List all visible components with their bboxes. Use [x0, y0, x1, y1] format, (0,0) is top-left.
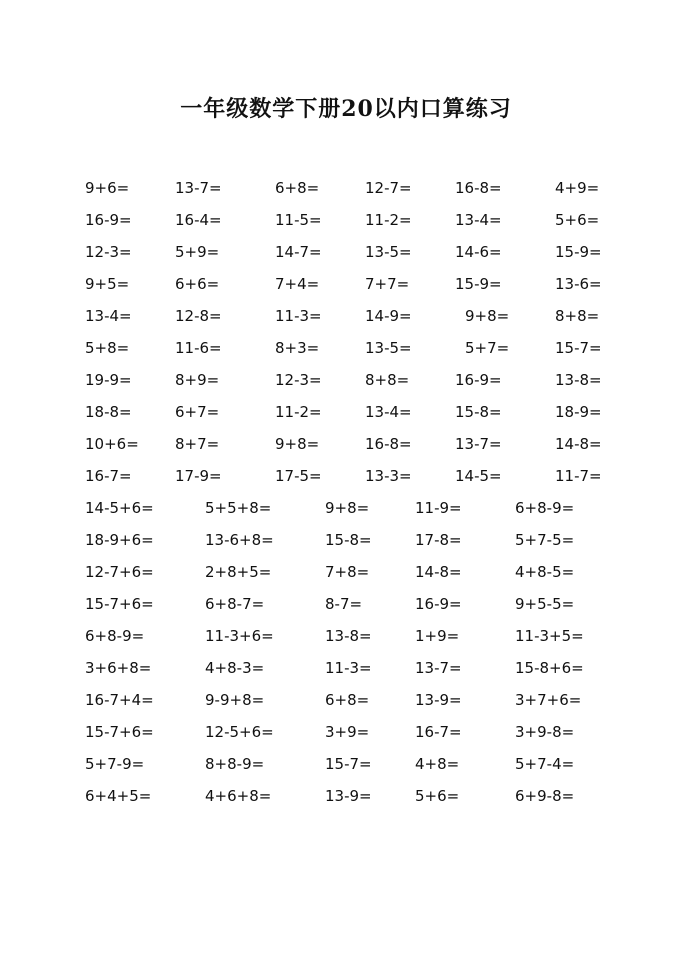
- problem-cell: 14-5=: [455, 467, 502, 485]
- problem-cell: 14-7=: [275, 243, 322, 261]
- problem-cell: 13-6=: [555, 275, 602, 293]
- problem-cell: 19-9=: [85, 371, 132, 389]
- problem-cell: 18-8=: [85, 403, 132, 421]
- problem-cell: 11-3+6=: [205, 627, 274, 645]
- problem-cell: 16-7=: [85, 467, 132, 485]
- problem-cell: 5+7-9=: [85, 755, 145, 773]
- problem-cell: 15-7=: [325, 755, 372, 773]
- problem-cell: 4+9=: [555, 179, 600, 197]
- problem-cell: 16-8=: [365, 435, 412, 453]
- problem-cell: 16-9=: [415, 595, 462, 613]
- problem-cell: 11-2=: [365, 211, 412, 229]
- problem-cell: 9-9+8=: [205, 691, 265, 709]
- problem-cell: 6+8-9=: [515, 499, 575, 517]
- problem-cell: 16-9=: [455, 371, 502, 389]
- problem-cell: 11-2=: [275, 403, 322, 421]
- problem-cell: 13-5=: [365, 243, 412, 261]
- problem-cell: 7+4=: [275, 275, 320, 293]
- problem-cell: 11-9=: [415, 499, 462, 517]
- problem-cell: 6+7=: [175, 403, 220, 421]
- problem-cell: 14-6=: [455, 243, 502, 261]
- problem-cell: 9+8=: [325, 499, 370, 517]
- problem-cell: 9+8=: [465, 307, 510, 325]
- problem-cell: 14-5+6=: [85, 499, 154, 517]
- problem-cell: 15-7+6=: [85, 723, 154, 741]
- problem-cell: 15-9=: [555, 243, 602, 261]
- problem-cell: 3+6+8=: [85, 659, 152, 677]
- problem-cell: 13-5=: [365, 339, 412, 357]
- problem-cell: 3+7+6=: [515, 691, 582, 709]
- problem-cell: 12-7+6=: [85, 563, 154, 581]
- problem-cell: 13-9=: [415, 691, 462, 709]
- problem-cell: 12-8=: [175, 307, 222, 325]
- problem-cell: 13-7=: [175, 179, 222, 197]
- problem-cell: 11-6=: [175, 339, 222, 357]
- problem-cell: 14-9=: [365, 307, 412, 325]
- problem-cell: 9+8=: [275, 435, 320, 453]
- problem-cell: 5+5+8=: [205, 499, 272, 517]
- problem-cell: 7+8=: [325, 563, 370, 581]
- problem-cell: 6+4+5=: [85, 787, 152, 805]
- problem-cell: 13-7=: [455, 435, 502, 453]
- problem-cell: 5+9=: [175, 243, 220, 261]
- problem-cell: 12-7=: [365, 179, 412, 197]
- problem-cell: 4+8-3=: [205, 659, 265, 677]
- problem-cell: 16-7=: [415, 723, 462, 741]
- problem-cell: 4+8-5=: [515, 563, 575, 581]
- problem-cell: 15-8=: [325, 531, 372, 549]
- problem-cell: 18-9+6=: [85, 531, 154, 549]
- problem-cell: 6+9-8=: [515, 787, 575, 805]
- problem-cell: 9+5=: [85, 275, 130, 293]
- problem-cell: 13-4=: [365, 403, 412, 421]
- problem-cell: 5+7=: [465, 339, 510, 357]
- arithmetic-grid-basic: [85, 176, 645, 496]
- problem-cell: 17-8=: [415, 531, 462, 549]
- problem-cell: 16-9=: [85, 211, 132, 229]
- problem-cell: 8+9=: [175, 371, 220, 389]
- problem-cell: 11-3+5=: [515, 627, 584, 645]
- problem-cell: 13-4=: [85, 307, 132, 325]
- problem-cell: 8+3=: [275, 339, 320, 357]
- problem-cell: 12-5+6=: [205, 723, 274, 741]
- problem-cell: 6+8-7=: [205, 595, 265, 613]
- problem-cell: 3+9=: [325, 723, 370, 741]
- problem-cell: 14-8=: [555, 435, 602, 453]
- problem-cell: 18-9=: [555, 403, 602, 421]
- arithmetic-grid-mixed: [85, 496, 645, 816]
- problem-cell: 13-9=: [325, 787, 372, 805]
- problem-cell: 13-8=: [325, 627, 372, 645]
- problem-cell: 4+8=: [415, 755, 460, 773]
- problem-cell: 10+6=: [85, 435, 139, 453]
- problem-cell: 1+9=: [415, 627, 460, 645]
- problem-cell: 6+8=: [325, 691, 370, 709]
- problem-cell: 5+7-4=: [515, 755, 575, 773]
- problem-cell: 11-3=: [275, 307, 322, 325]
- problem-cell: 13-4=: [455, 211, 502, 229]
- problem-cell: 4+6+8=: [205, 787, 272, 805]
- problem-cell: 8+8=: [365, 371, 410, 389]
- problem-cell: 16-7+4=: [85, 691, 154, 709]
- problem-cell: 5+6=: [555, 211, 600, 229]
- problem-cell: 12-3=: [85, 243, 132, 261]
- problem-cell: 8+7=: [175, 435, 220, 453]
- problem-cell: 15-8+6=: [515, 659, 584, 677]
- problem-cell: 12-3=: [275, 371, 322, 389]
- problem-cell: 15-8=: [455, 403, 502, 421]
- problem-cell: 16-4=: [175, 211, 222, 229]
- problem-cell: 15-7+6=: [85, 595, 154, 613]
- problem-cell: 8+8=: [555, 307, 600, 325]
- problem-cell: 15-7=: [555, 339, 602, 357]
- problem-cell: 14-8=: [415, 563, 462, 581]
- problem-cell: 9+5-5=: [515, 595, 575, 613]
- problem-cell: 6+6=: [175, 275, 220, 293]
- problem-cell: 9+6=: [85, 179, 130, 197]
- problem-cell: 8+8-9=: [205, 755, 265, 773]
- problem-cell: 6+8=: [275, 179, 320, 197]
- problem-cell: 5+6=: [415, 787, 460, 805]
- problem-cell: 13-8=: [555, 371, 602, 389]
- problem-cell: 2+8+5=: [205, 563, 272, 581]
- problem-cell: 17-5=: [275, 467, 322, 485]
- problem-cell: 11-5=: [275, 211, 322, 229]
- problem-cell: 13-7=: [415, 659, 462, 677]
- problem-cell: 11-7=: [555, 467, 602, 485]
- problem-cell: 8-7=: [325, 595, 363, 613]
- problem-cell: 7+7=: [365, 275, 410, 293]
- problem-cell: 3+9-8=: [515, 723, 575, 741]
- problem-cell: 6+8-9=: [85, 627, 145, 645]
- worksheet-title: 一年级数学下册20以内口算练习: [180, 96, 512, 122]
- problem-cell: 5+7-5=: [515, 531, 575, 549]
- problem-cell: 13-6+8=: [205, 531, 274, 549]
- problem-cell: 5+8=: [85, 339, 130, 357]
- problem-cell: 17-9=: [175, 467, 222, 485]
- problem-cell: 13-3=: [365, 467, 412, 485]
- problem-cell: 11-3=: [325, 659, 372, 677]
- problem-cell: 16-8=: [455, 179, 502, 197]
- problem-cell: 15-9=: [455, 275, 502, 293]
